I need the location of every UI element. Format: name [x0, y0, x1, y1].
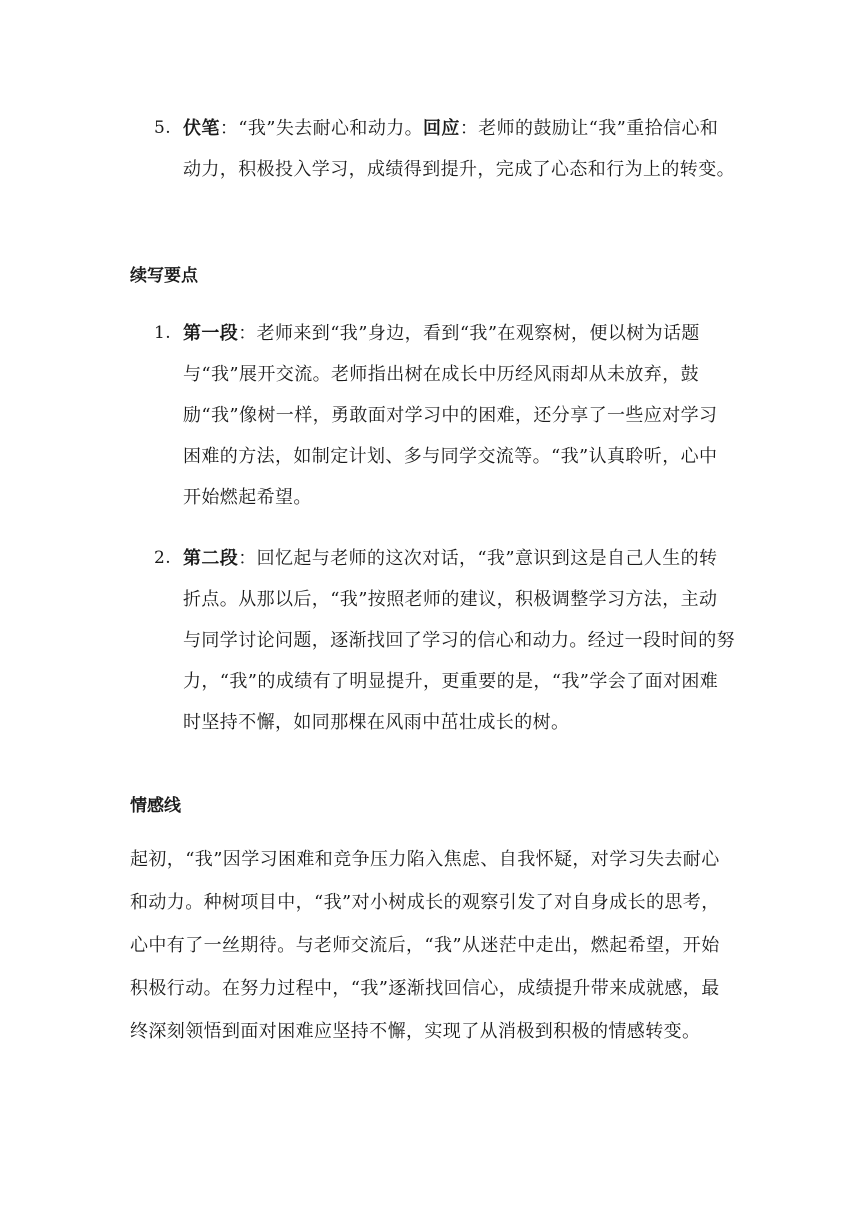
emotion-paragraph: 起初，“我”因学习困难和竞争压力陷入焦虑、自我怀疑，对学习失去耐心和动力。种树项目中，“我”对小树成长的观察引发了对自身成长的思考，心中有了一丝期待。与老师交流后，“我”从迷茫中走出，燃起希望，开始积极行动。在努力过程中，“我”逐渐找回信心，成绩提升带来成就感，最终深刻领悟到面对困难应坚持不懈，实现了从消极到积极的情感转变。: [130, 849, 720, 1042]
response-label: 回应: [423, 118, 460, 139]
foreshadow-text: “我”失去耐心和动力。: [238, 118, 424, 139]
list-number: 5.: [154, 118, 172, 138]
paragraph-label: 第一段: [183, 323, 239, 344]
list-item-2: [130, 538, 735, 743]
list-number: 1.: [154, 323, 172, 343]
list-item-5: [130, 108, 735, 190]
label-separator: ：: [238, 548, 257, 569]
label-separator: ：: [238, 323, 257, 344]
section-heading-emotion: 情感线: [130, 796, 181, 816]
response-text: 老师的鼓励让“我”重拾信心和动力，积极投入学习，成绩得到提升，完成了心态和行为上的转变。: [183, 118, 735, 180]
paragraph-text: 回忆起与老师的这次对话，“我”意识到这是自己人生的转折点。从那以后，“我”按照老师的建议，积极调整学习方法，主动与同学讨论问题，逐渐找回了学习的信心和动力。经过一段时间的努力，“我”的成绩有了明显提升，更重要的是，“我”学会了面对困难时坚持不懈，如同那棵在风雨中茁壮成长的树。: [183, 548, 735, 733]
list-key-points: [130, 313, 735, 743]
section-heading-key-points: 续写要点: [130, 266, 198, 286]
foreshadow-label: 伏笔: [183, 118, 220, 139]
paragraph-text: 老师来到“我”身边，看到“我”在观察树，便以树为话题与“我”展开交流。老师指出树在成长中历经风雨却从未放弃，鼓励“我”像树一样，勇敢面对学习中的困难，还分享了一些应对学习困难的方法，如制定计划、多与同学交流等。“我”认真聆听，心中开始燃起希望。: [183, 323, 718, 508]
list-foreshadow: [130, 108, 735, 190]
label-separator: ：: [459, 118, 479, 139]
paragraph-label: 第二段: [183, 548, 239, 569]
label-separator: ：: [219, 118, 239, 139]
list-item-1: [130, 313, 735, 518]
list-number: 2.: [154, 548, 172, 568]
